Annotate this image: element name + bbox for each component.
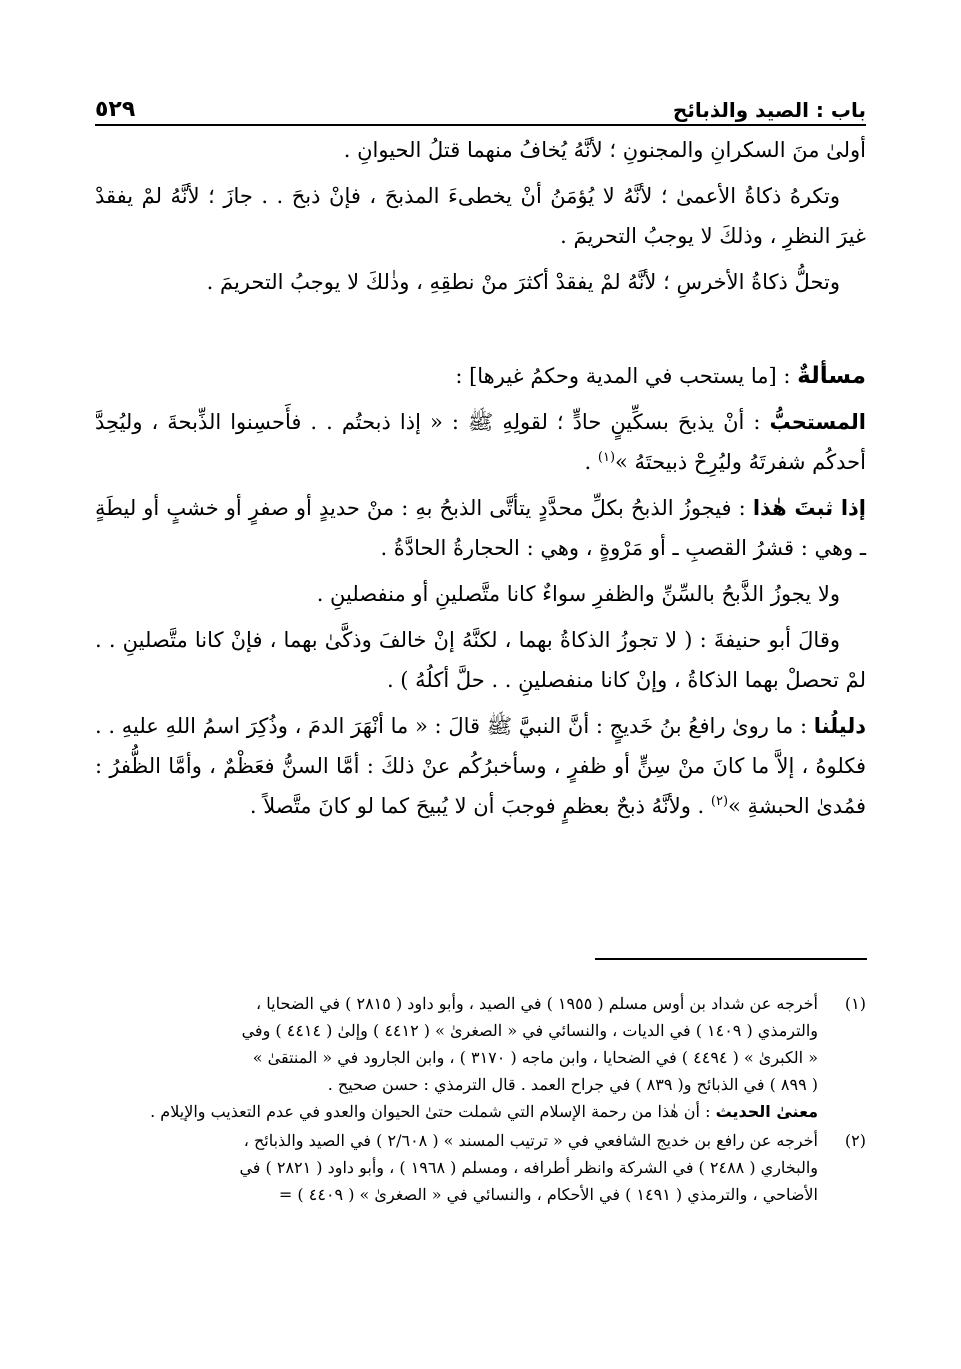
masala-title: : [ما يستحب في المدية وحكمُ غيرها] : (455, 364, 798, 388)
footnote-line: أخرجه عن رافع بن خديج الشافعي في « ترتيب المسند » ( ٢/٦٠٨ ) في الصيد والذبائح ، (243, 1131, 818, 1150)
page-number: ٥٢٩ (95, 97, 136, 122)
footnote-line: الأضاحي ، والترمذي ( ١٤٩١ ) في الأحكام ، والنسائي في « الصغرىٰ » ( ٤٤٠٩ ) = (278, 1185, 818, 1204)
footnote-body (95, 990, 818, 1125)
paragraph-continuation: أولىٰ منَ السكرانِ والمجنونِ ؛ لأنَّهُ يُخافُ منهما قتلُ الحيوانِ . (343, 138, 866, 162)
footnote-line: ( ٨٩٩ ) في الذبائح و( ٨٣٩ ) في جراح العمد . قال الترمذي : حسن صحيح . (327, 1075, 818, 1094)
running-title: باب : الصيد والذبائح (672, 98, 866, 122)
recommended-label: المستحبُّ (769, 410, 866, 434)
section-gap (95, 308, 866, 356)
recommended-text: : أنْ يذبحَ بسكِّينٍ حادٍّ ؛ لقولِهِ ﷺ : « إذا ذبحتُم . . فأَحسِنوا الذِّبحةَ ، وليُحِدَّ أحدكُم شفرتَهُ وليُرِحْ ذبيحتَهُ » (95, 410, 866, 474)
permitted-tools-text: : فيجوزُ الذبحُ بكلِّ محدَّدٍ يتأتَّى الذبحُ بهِ : منْ حديدٍ أو صفرٍ أو خشبٍ أو ليطَةٍ ـ وهي : قشرُ القصبِ ـ أو مَرْوةٍ ، وهي : الحجارةُ الحادَّةُ . (95, 496, 866, 560)
paragraph-blind: وتكرهُ ذكاةُ الأعمىٰ ؛ لأنَّهُ لا يُؤمَنُ أنْ يخطىءَ المذبحَ ، فإنْ ذبحَ . . جازَ ؛ لأنَّهُ لمْ يفقدْ غيرَ النظرِ ، وذلكَ لا يوجبُ التحريمَ . (95, 184, 866, 248)
established-label: إذا ثبتَ هٰذا (752, 496, 866, 520)
evidence-text: : ما روىٰ رافعُ بنُ خَديجٍ : أنَّ النبيَّ ﷺ قالَ : « ما أنْهَرَ الدمَ ، وذُكِرَ اسمُ اللهِ عليهِ . . فكلوهُ ، إلاَّ ما كانَ منْ سِنٍّ أو ظفرٍ ، وسأخبرُكُم عنْ ذلكَ : أمَّا السنُّ فعَظْمٌ ، وأمَّا الظُّفرُ : فمُدىٰ الحبشةِ » (95, 714, 866, 818)
paragraph-tooth-nail: ولا يجوزُ الذَّبحُ بالسِّنِّ والظفرِ سواءٌ كانا متَّصلينِ أو منفصلينِ . (316, 582, 840, 606)
masala-heading (95, 356, 866, 396)
main-text (95, 130, 866, 832)
footnote-ref-1[interactable]: (١) (597, 450, 616, 465)
footnote-number: (٢) (844, 1131, 866, 1150)
paragraph-abu-hanifa: وقالَ أبو حنيفةَ : ( لا تجوزُ الذكاةُ بهما ، لكنَّهُ إنْ خالفَ وذكَّىٰ بهما ، فإنْ كانا متَّصلينِ . . لمْ تحصلْ بهما الذكاةُ ، وإنْ كانا منفصلينِ . . حلَّ أكلُهُ ) . (95, 628, 866, 692)
footnote-number: (١) (844, 994, 866, 1013)
footnote-line: « الكبرىٰ » ( ٤٤٩٤ ) في الضحايا ، وابن ماجه ( ٣١٧٠ ) ، وابن الجارود في « المنتقىٰ » (252, 1048, 818, 1067)
footnote-separator (595, 958, 867, 960)
paragraph-permitted-tools (95, 488, 866, 568)
evidence-label: دليلُنا (813, 714, 866, 738)
paragraph-mute: وتحلُّ ذكاةُ الأخرسِ ؛ لأنَّهُ لمْ يفقدْ أكثرَ منْ نطقِهِ ، وذٰلكَ لا يوجبُ التحريمَ . (206, 270, 840, 294)
page-header (95, 86, 866, 126)
masala-label: مسألةٌ (797, 363, 866, 389)
footnote-body (95, 1127, 818, 1208)
footnotes (95, 990, 866, 1210)
evidence-end: . ولأنَّهُ ذبحٌ بعظمٍ فوجبَ أن لا يُبيحَ كما لو كانَ متَّصلاً . (249, 794, 711, 818)
hadith-meaning (95, 1098, 818, 1125)
footnote-ref-2[interactable]: (٢) (710, 794, 729, 809)
footnote-2 (95, 1127, 866, 1208)
paragraph-recommended (95, 402, 866, 482)
footnote-1 (95, 990, 866, 1125)
footnote-line: أخرجه عن شداد بن أوس مسلم ( ١٩٥٥ ) في الصيد ، وأبو داود ( ٢٨١٥ ) في الضحايا ، (256, 994, 818, 1013)
recommended-end: . (584, 450, 598, 474)
paragraph-evidence (95, 706, 866, 826)
footnote-line: والترمذي ( ١٤٠٩ ) في الديات ، والنسائي في « الصغرىٰ » ( ٤٤١٢ ) وإلىٰ ( ٤٤١٤ ) وفي (241, 1021, 818, 1040)
meaning-label: معنىٰ الحديث (715, 1102, 818, 1121)
meaning-text: : أن هٰذا من رحمة الإسلام التي شملت حتىٰ الحيوان والعدو في عدم التعذيب والإيلام . (150, 1102, 716, 1121)
footnote-line: والبخاري ( ٢٤٨٨ ) في الشركة وانظر أطرافه ، ومسلم ( ١٩٦٨ ) ، وأبو داود ( ٢٨٢١ ) في (239, 1158, 818, 1177)
